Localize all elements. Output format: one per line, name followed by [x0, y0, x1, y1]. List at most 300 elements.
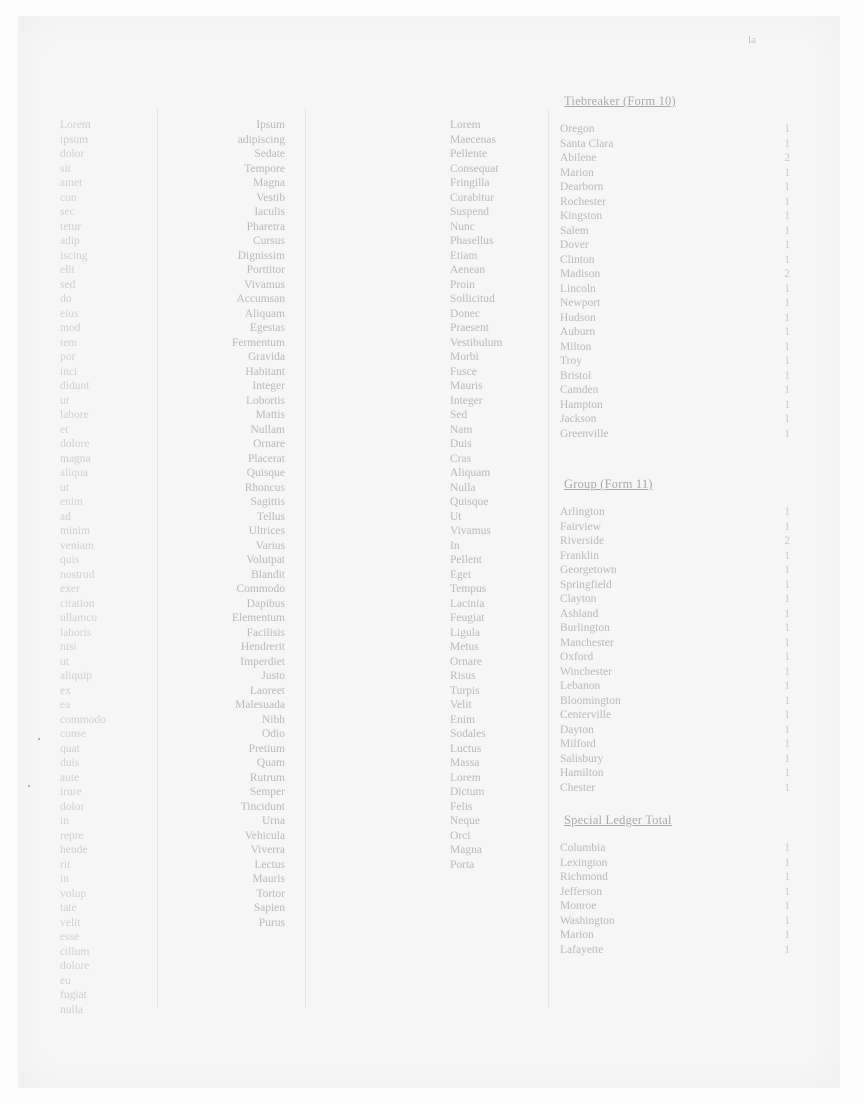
list-item-count: 1	[784, 900, 790, 912]
list-item-name: Madison	[560, 268, 601, 280]
list-item-count: 1	[784, 413, 790, 425]
list-item-name: Dayton	[560, 723, 594, 736]
column-entry: aute	[60, 771, 80, 784]
column-entry: Pellent	[450, 554, 482, 566]
list-item-name: Oxford	[560, 651, 594, 663]
list-item-name: Rochester	[560, 195, 606, 208]
list-item-count: 1	[784, 622, 790, 634]
column-entry: tem	[60, 336, 78, 349]
list-item	[560, 766, 790, 781]
list-item-name: Arlington	[560, 506, 605, 518]
column-entry: tate	[60, 902, 77, 914]
column-entry: Aliquam	[244, 307, 285, 320]
list-item	[560, 870, 790, 885]
column-divider	[305, 108, 306, 1008]
list-item	[560, 650, 790, 665]
column-entry: Nunc	[450, 220, 475, 233]
list-item	[560, 899, 790, 914]
column-entry: nostrud	[60, 568, 95, 581]
list-item-name: Bloomington	[560, 694, 621, 707]
list-item-count: 1	[784, 384, 790, 396]
column-entry: Donec	[450, 307, 481, 320]
list-item	[560, 253, 790, 268]
list-item-count: 1	[784, 355, 790, 367]
list-item-name: Jefferson	[560, 885, 602, 898]
list-item	[560, 325, 790, 340]
list-item-count: 1	[784, 137, 790, 150]
list-item-name: Salisbury	[560, 752, 604, 765]
column-entry: Tempore	[244, 162, 285, 175]
column-entry: Facilisis	[246, 626, 285, 639]
list-item-count: 1	[784, 709, 790, 721]
section-heading-1: Tiebreaker (Form 10)	[564, 94, 676, 108]
column-entry: Sollicitud	[450, 293, 495, 305]
column-entry: amet	[60, 177, 83, 189]
column-entry: Curabitur	[450, 191, 495, 204]
column-entry: Lectus	[254, 858, 285, 871]
list-item	[560, 340, 790, 355]
list-item	[560, 534, 790, 549]
list-item	[560, 636, 790, 651]
list-item	[560, 166, 790, 181]
column-entry: mod	[60, 322, 81, 334]
list-item-name: Dearborn	[560, 181, 604, 193]
column-entry: Integer	[252, 380, 285, 392]
section-heading-3: Special Ledger Total	[564, 813, 672, 827]
list-item-count: 1	[784, 781, 790, 794]
list-item-count: 1	[784, 842, 790, 854]
column-entry: Egestas	[249, 322, 285, 334]
column-entry: Accumsan	[236, 293, 285, 305]
list-item-name: Riverside	[560, 535, 605, 547]
list-item	[560, 781, 790, 796]
list-item-count: 1	[784, 297, 790, 309]
list-item	[560, 267, 790, 282]
column-entry: Magna	[450, 844, 482, 856]
column-entry: Nibh	[262, 713, 285, 726]
list-item	[560, 505, 790, 520]
column-divider	[157, 108, 158, 1008]
column-entry: sit	[60, 162, 71, 175]
column-entry: Mauris	[252, 873, 285, 885]
list-item-name: Franklin	[560, 549, 599, 562]
column-entry: Magna	[253, 177, 285, 189]
list-item-name: Burlington	[560, 622, 610, 634]
list-item-count: 1	[784, 326, 790, 338]
list-item-count: 1	[784, 665, 790, 678]
column-entry: iscing	[60, 249, 88, 262]
list-item-count: 1	[784, 369, 790, 382]
list-item-count: 1	[784, 253, 790, 266]
list-item-name: Santa Clara	[560, 137, 614, 150]
list-item-count: 1	[784, 593, 790, 605]
list-item	[560, 549, 790, 564]
list-item	[560, 282, 790, 297]
list-item-name: Richmond	[560, 871, 608, 883]
list-item-name: Ashland	[560, 607, 599, 620]
column-entry: Metus	[450, 641, 479, 653]
column-entry: Velit	[450, 699, 472, 711]
column-entry: Pharetra	[246, 220, 285, 233]
column-entry: Tincidunt	[240, 800, 285, 813]
column-entry: laboris	[60, 626, 92, 639]
column-entry: Hendrerit	[240, 641, 285, 653]
list-item	[560, 151, 790, 166]
column-entry: Morbi	[450, 351, 479, 363]
column-entry: Urna	[262, 815, 285, 827]
column-entry: Integer	[450, 394, 483, 407]
list-item	[560, 520, 790, 535]
column-entry: dolore	[60, 438, 90, 450]
list-item-name: Hamilton	[560, 767, 604, 779]
list-item-name: Clayton	[560, 593, 597, 605]
list-item-count: 1	[784, 427, 790, 440]
column-entry: in	[60, 815, 69, 827]
list-item-name: Newport	[560, 297, 601, 309]
column-entry: irure	[60, 786, 82, 798]
column-entry: sec	[60, 206, 75, 218]
list-item-count: 1	[784, 564, 790, 576]
list-item-name: Manchester	[560, 636, 614, 649]
list-item-name: Jackson	[560, 413, 597, 425]
list-item	[560, 224, 790, 239]
right-list-3	[560, 841, 790, 957]
column-entry: duis	[60, 757, 80, 769]
column-entry: dolor	[60, 800, 85, 813]
column-entry: Pretium	[248, 742, 285, 755]
column-entry: labore	[60, 409, 89, 421]
column-entry: Vestibulum	[450, 336, 503, 349]
right-list-2	[560, 505, 790, 795]
list-item	[560, 621, 790, 636]
column-entry: Dictum	[450, 786, 485, 798]
column-entry: Dignissim	[237, 249, 285, 262]
list-item	[560, 665, 790, 680]
list-item	[560, 723, 790, 738]
list-item-name: Marion	[560, 166, 594, 179]
page-corner-mark: la	[748, 34, 756, 46]
column-entry: eu	[60, 974, 71, 987]
column-entry: Phasellus	[450, 235, 494, 247]
list-item-count: 1	[784, 520, 790, 533]
column-entry: Feugiat	[450, 612, 485, 624]
list-item-count: 1	[784, 239, 790, 251]
column-entry: Eget	[450, 568, 472, 581]
column-entry: Tellus	[257, 510, 285, 523]
list-item-name: Lincoln	[560, 282, 596, 295]
list-item-count: 1	[784, 885, 790, 898]
column-entry: Massa	[450, 757, 480, 769]
column-entry: Vivamus	[450, 525, 491, 537]
column-entry: Risus	[450, 670, 476, 682]
list-item-count: 1	[784, 914, 790, 927]
column-entry: Pellente	[450, 148, 488, 160]
list-item-name: Greenville	[560, 427, 609, 440]
column-entry: rit	[60, 858, 71, 871]
list-item-name: Milford	[560, 738, 596, 750]
list-item	[560, 398, 790, 413]
list-item-name: Chester	[560, 781, 596, 794]
list-item-name: Washington	[560, 914, 615, 927]
list-item-count: 1	[784, 195, 790, 208]
column-entry: Sapien	[253, 902, 285, 914]
column-entry: por	[60, 351, 76, 363]
column-entry: Viverra	[250, 844, 285, 856]
list-item-count: 1	[784, 752, 790, 765]
column-entry: veniam	[60, 539, 94, 552]
column-entry: Orci	[450, 829, 471, 842]
column-entry: Fringilla	[450, 177, 490, 189]
list-item-name: Lafayette	[560, 943, 604, 956]
column-entry: Porttitor	[246, 264, 285, 276]
list-item-count: 2	[784, 152, 790, 164]
list-item-count: 1	[784, 856, 790, 869]
list-item-count: 1	[784, 929, 790, 941]
column-entry: adipiscing	[237, 133, 285, 146]
column-entry: Quam	[256, 757, 285, 769]
column-entry: Lorem	[60, 119, 91, 131]
column-b	[185, 118, 285, 930]
column-entry: volup	[60, 887, 87, 900]
column-a	[60, 118, 145, 1017]
column-entry: conse	[60, 728, 87, 740]
list-item-count: 1	[784, 340, 790, 353]
list-item-name: Milton	[560, 340, 592, 353]
column-entry: Elementum	[231, 612, 285, 624]
list-item-name: Monroe	[560, 900, 597, 912]
column-entry: quis	[60, 554, 80, 566]
scan-speck	[38, 738, 40, 740]
column-entry: ullamco	[60, 612, 98, 624]
column-entry: Malesuada	[235, 699, 285, 711]
column-entry: Nam	[450, 423, 473, 436]
column-entry: Praesent	[450, 322, 489, 334]
column-entry: Ut	[450, 510, 462, 523]
column-entry: Aliquam	[450, 467, 491, 479]
right-list-1	[560, 122, 790, 441]
list-item-name: Kingston	[560, 210, 603, 222]
column-entry: didunt	[60, 380, 90, 392]
column-entry: esse	[60, 931, 80, 943]
column-entry: adip	[60, 235, 80, 247]
list-item-name: Springfield	[560, 578, 612, 591]
list-item	[560, 383, 790, 398]
column-entry: Turpis	[450, 684, 480, 697]
column-entry: Volutpat	[246, 554, 285, 566]
list-item-count: 1	[784, 723, 790, 736]
list-item-count: 1	[784, 210, 790, 222]
column-entry: Habitant	[245, 365, 285, 378]
list-item-count: 1	[784, 123, 790, 135]
list-item	[560, 841, 790, 856]
list-item-name: Bristol	[560, 369, 592, 382]
list-item	[560, 311, 790, 326]
list-item-count: 1	[784, 738, 790, 750]
section-heading-2: Group (Form 11)	[564, 477, 653, 491]
list-item	[560, 427, 790, 442]
column-entry: Vivamus	[244, 278, 285, 291]
column-entry: dolor	[60, 148, 85, 160]
column-entry: Consequat	[450, 162, 499, 175]
column-entry: do	[60, 293, 72, 305]
list-item	[560, 708, 790, 723]
column-entry: aliqua	[60, 467, 89, 479]
column-entry: Etiam	[450, 249, 478, 262]
column-entry: Imperdiet	[240, 655, 285, 668]
list-item	[560, 928, 790, 943]
list-item	[560, 694, 790, 709]
column-entry: nulla	[60, 1003, 83, 1016]
list-item-count: 1	[784, 311, 790, 324]
list-item-count: 1	[784, 680, 790, 692]
column-entry: Commodo	[236, 583, 285, 595]
list-item	[560, 238, 790, 253]
column-entry: ea	[60, 699, 71, 711]
list-item-name: Salem	[560, 224, 589, 237]
list-item-name: Columbia	[560, 842, 606, 854]
list-item-name: Clinton	[560, 253, 595, 266]
list-item	[560, 578, 790, 593]
list-item	[560, 856, 790, 871]
list-item-count: 1	[784, 181, 790, 193]
column-entry: Lorem	[450, 119, 481, 131]
column-entry: Sodales	[450, 728, 486, 740]
list-item-name: Fairview	[560, 520, 601, 533]
list-item	[560, 412, 790, 427]
column-entry: Sed	[450, 409, 468, 421]
column-entry: in	[60, 873, 69, 885]
column-entry: Nulla	[450, 481, 476, 494]
column-entry: Cras	[450, 452, 472, 465]
list-item-count: 1	[784, 549, 790, 562]
list-item-count: 1	[784, 578, 790, 591]
list-item	[560, 914, 790, 929]
list-item	[560, 369, 790, 384]
column-entry: fugiat	[60, 989, 87, 1001]
column-entry: tetur	[60, 220, 82, 233]
column-entry: Vehicula	[244, 829, 285, 842]
list-item-name: Hudson	[560, 311, 596, 324]
list-item-count: 2	[784, 535, 790, 547]
list-item-name: Marion	[560, 929, 594, 941]
column-entry: Tortor	[256, 887, 285, 900]
column-entry: ipsum	[60, 133, 89, 146]
list-item-count: 1	[784, 943, 790, 956]
list-item	[560, 180, 790, 195]
list-item-count: 2	[784, 268, 790, 280]
column-entry: Justo	[261, 670, 285, 682]
list-item-name: Centerville	[560, 709, 612, 721]
column-entry: Sagittis	[250, 496, 285, 508]
column-entry: exer	[60, 583, 80, 595]
list-item	[560, 137, 790, 152]
list-item-count: 1	[784, 636, 790, 649]
column-entry: Gravida	[247, 351, 285, 363]
column-entry: Ultrices	[248, 525, 285, 537]
column-entry: Porta	[450, 858, 475, 871]
list-item	[560, 607, 790, 622]
column-entry: Dapibus	[246, 597, 285, 610]
column-entry: Semper	[249, 786, 285, 798]
column-entry: Odio	[262, 728, 285, 740]
column-entry: Rutrum	[249, 771, 285, 784]
column-entry: Ornare	[253, 438, 285, 450]
column-entry: In	[450, 539, 460, 552]
column-entry: Suspend	[450, 206, 489, 218]
list-item	[560, 885, 790, 900]
list-item-count: 1	[784, 282, 790, 295]
column-entry: citation	[60, 597, 95, 610]
column-entry: Lobortis	[246, 394, 285, 407]
column-entry: enim	[60, 496, 83, 508]
list-item	[560, 679, 790, 694]
column-entry: Aenean	[450, 264, 486, 276]
column-entry: Felis	[450, 800, 473, 813]
list-item-name: Auburn	[560, 326, 596, 338]
column-entry: ex	[60, 684, 71, 697]
column-entry: con	[60, 191, 77, 204]
column-entry: Placerat	[247, 452, 285, 465]
scan-speck	[28, 785, 30, 787]
column-entry: Laoreet	[249, 684, 285, 697]
list-item	[560, 122, 790, 137]
column-entry: cillum	[60, 945, 90, 958]
column-entry: elit	[60, 264, 75, 276]
column-entry: Fermentum	[231, 336, 285, 349]
list-item-name: Abilene	[560, 152, 597, 164]
column-entry: ad	[60, 510, 71, 523]
list-item	[560, 752, 790, 767]
list-item	[560, 943, 790, 958]
column-entry: commodo	[60, 713, 106, 726]
column-entry: aliquip	[60, 670, 92, 682]
list-item-name: Oregon	[560, 123, 595, 135]
column-entry: Vestib	[256, 191, 285, 204]
column-entry: quat	[60, 742, 80, 755]
column-d	[450, 118, 545, 872]
column-entry: Ornare	[450, 655, 482, 668]
list-item-name: Troy	[560, 355, 582, 367]
column-entry: dolore	[60, 960, 90, 972]
column-entry: ut	[60, 481, 69, 494]
list-item-count: 1	[784, 607, 790, 620]
list-item-count: 1	[784, 166, 790, 179]
column-entry: velit	[60, 916, 81, 929]
column-entry: Quisque	[450, 496, 489, 508]
column-entry: et	[60, 423, 69, 436]
column-entry: Iaculis	[254, 206, 285, 218]
column-entry: Rhoncus	[244, 481, 285, 494]
column-entry: Proin	[450, 278, 475, 291]
list-item	[560, 296, 790, 311]
column-entry: Blandit	[251, 568, 285, 581]
column-entry: eius	[60, 307, 79, 320]
column-entry: minim	[60, 525, 91, 537]
column-entry: Quisque	[246, 467, 285, 479]
column-entry: Maecenas	[450, 133, 496, 146]
list-item	[560, 354, 790, 369]
column-divider	[548, 108, 549, 1008]
column-entry: nisi	[60, 641, 77, 653]
list-item-name: Lebanon	[560, 680, 601, 692]
list-item-name: Lexington	[560, 856, 608, 869]
list-item-count: 1	[784, 398, 790, 411]
list-item	[560, 592, 790, 607]
column-entry: Enim	[450, 713, 475, 726]
list-item	[560, 737, 790, 752]
column-entry: Luctus	[450, 742, 482, 755]
column-entry: Mattis	[255, 409, 285, 421]
